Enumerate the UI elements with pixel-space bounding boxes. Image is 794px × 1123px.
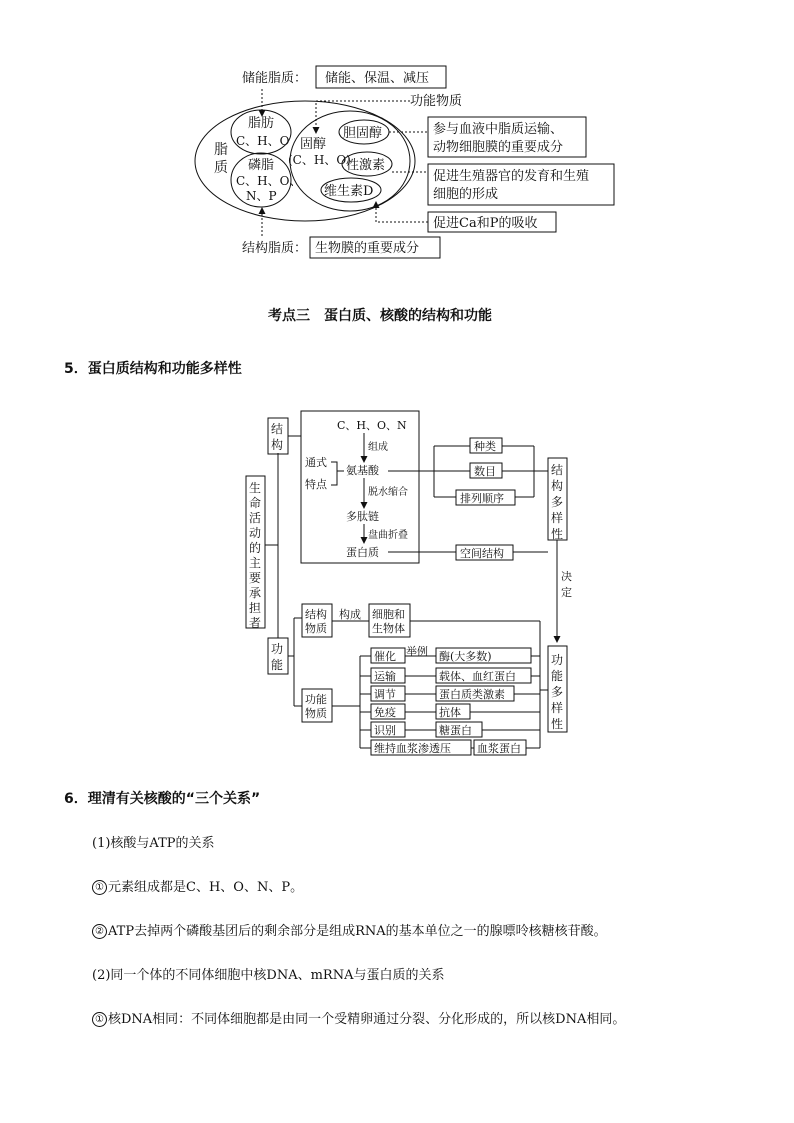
phospholipid-name: 磷脂	[248, 158, 275, 173]
marker-2: ②	[92, 924, 107, 939]
fat-name: 脂肪	[248, 116, 275, 131]
role-text: 识别	[374, 724, 396, 737]
marker-1: ①	[92, 880, 107, 895]
paragraph-3-text: ATP去掉两个磷酸基团后的剩余部分是组成RNA的基本单位之一的腺嘌呤核糖核苷酸。	[108, 924, 607, 939]
function-diversity-text	[551, 652, 563, 731]
function-char-2: 能	[271, 658, 284, 672]
structure-diversity-char: 结	[551, 463, 564, 477]
compose-text: 组成	[368, 442, 388, 453]
structure-char-1: 结	[271, 422, 284, 436]
constitute-text: 构成	[339, 608, 361, 621]
structure-char-2: 构	[271, 438, 284, 452]
function-diversity-char: 功	[551, 653, 564, 667]
protein-text: 蛋白质	[346, 546, 379, 559]
function-rows	[360, 648, 540, 755]
paragraph-5-text: 核DNA相同：不同体细胞都是由同一个受精卵通过分裂、分化形成的，所以核DNA相同。	[108, 1012, 626, 1027]
determines-text	[561, 569, 572, 599]
storage-box-text: 储能、保温、减压	[325, 71, 430, 86]
protein-diagram	[246, 411, 572, 755]
paragraph-4	[92, 964, 444, 983]
item5-title: 5．蛋白质结构和功能多样性	[64, 361, 242, 377]
features-text: 特点	[305, 478, 327, 491]
vitamin-d-name: 维生素D	[324, 184, 374, 199]
structure-diversity-char: 性	[551, 527, 564, 541]
dehydration-text: 脱水缩合	[368, 487, 408, 498]
main-bearer-text	[249, 480, 261, 630]
structure-diversity-char: 构	[551, 479, 564, 493]
vitamin-d-desc: 促进Ca和P的吸收	[433, 216, 538, 231]
cholesterol-name: 胆固醇	[343, 126, 383, 141]
structure-diversity-char: 多	[551, 495, 564, 509]
main-bearer-char: 者	[249, 616, 262, 630]
hormone-desc-1: 促进生殖器官的发育和生殖	[433, 169, 590, 184]
formula-bracket	[331, 462, 337, 485]
example-text: 酶(大多数)	[439, 650, 492, 663]
main-bearer-char: 命	[249, 496, 262, 510]
elements-text: C、H、O、N	[337, 419, 407, 432]
functional-substance-2: 物质	[305, 707, 327, 720]
function-diversity-char: 能	[551, 669, 564, 683]
function-diversity-char: 性	[551, 717, 564, 731]
marker-3: ①	[92, 1012, 107, 1027]
order-text: 排列顺序	[460, 492, 504, 505]
spatial-text: 空间结构	[460, 547, 504, 560]
sterol-name: 固醇	[300, 137, 327, 152]
amino-acid-text: 氨基酸	[346, 464, 379, 477]
hormone-desc-2: 细胞的形成	[433, 187, 499, 202]
role-text: 催化	[374, 650, 396, 663]
phospholipid-elements-2: N、P	[246, 189, 277, 203]
main-bearer-char: 活	[249, 511, 262, 525]
functional-substance-1: 功能	[305, 693, 327, 706]
cell-organism-1: 细胞和	[372, 608, 405, 621]
structural-substance-1: 结构	[305, 608, 327, 621]
paragraph-5	[92, 1008, 625, 1027]
structural-box-text: 生物膜的重要成分	[315, 241, 420, 256]
paragraph-1	[92, 832, 215, 851]
structural-substance-2: 物质	[305, 622, 327, 635]
main-bearer-char: 要	[249, 571, 262, 585]
function-diversity-char: 多	[551, 685, 564, 699]
role-text: 调节	[374, 688, 396, 701]
paragraph-3	[92, 920, 607, 939]
paragraph-2-text: 元素组成都是C、H、O、N、P。	[108, 880, 304, 895]
structure-diversity-text	[551, 462, 563, 541]
role-text: 免疫	[374, 706, 396, 719]
structure-diversity-char: 样	[551, 511, 564, 525]
main-bearer-char: 主	[249, 556, 262, 570]
main-bearer-char: 担	[249, 601, 262, 615]
lipid-diagram	[195, 66, 614, 258]
paragraph-2	[92, 876, 303, 895]
cell-organism-2: 生物体	[372, 622, 405, 635]
kinds-text: 种类	[474, 440, 496, 453]
phospholipid-elements-1: C、H、O、	[236, 174, 302, 188]
folding-text: 盘曲折叠	[368, 530, 408, 541]
general-formula-text: 通式	[305, 456, 327, 469]
fat-elements: C、H、O	[236, 134, 290, 148]
example-text: 举例	[406, 645, 428, 658]
main-bearer-char: 承	[249, 586, 262, 600]
determines-char: 决	[561, 570, 572, 583]
storage-lipid-label: 储能脂质：	[242, 71, 308, 86]
structural-lipid-label: 结构脂质：	[242, 241, 308, 256]
determines-char: 定	[561, 586, 572, 599]
lipid-char-2: 质	[214, 160, 228, 176]
lipid-char-1: 脂	[214, 142, 228, 158]
example-text: 抗体	[439, 706, 461, 719]
function-char-1: 功	[271, 642, 284, 656]
main-bearer-char: 动	[249, 526, 262, 540]
role-text: 维持血浆渗透压	[374, 742, 451, 755]
function-substance-label: 功能物质	[410, 94, 463, 109]
main-bearer-char: 生	[249, 481, 262, 495]
example-text: 血浆蛋白	[477, 742, 521, 755]
example-text: 蛋白质类激素	[439, 688, 505, 701]
main-bearer-char: 的	[249, 541, 262, 555]
paragraph-1-text: (1)核酸与ATP的关系	[92, 836, 215, 851]
sterol-elements: (C、H、O)	[288, 153, 351, 167]
cholesterol-desc-1: 参与血液中脂质运输、	[433, 122, 564, 137]
item6-title: 6．理清有关核酸的“三个关系”	[64, 791, 261, 807]
cholesterol-desc-2: 动物细胞膜的重要成分	[433, 140, 564, 155]
vitamin-d-arrow	[376, 202, 428, 222]
polypeptide-text: 多肽链	[346, 510, 379, 523]
example-text: 糖蛋白	[439, 724, 472, 737]
sex-hormone-name: 性激素	[346, 158, 386, 173]
paragraph-4-text: (2)同一个体的不同体细胞中核DNA、mRNA与蛋白质的关系	[92, 968, 445, 983]
number-text: 数目	[474, 465, 496, 478]
role-text: 运输	[374, 670, 396, 683]
section-title: 考点三 蛋白质、核酸的结构和功能	[268, 308, 492, 324]
example-text: 载体、血红蛋白	[439, 670, 516, 683]
function-diversity-char: 样	[551, 701, 564, 715]
